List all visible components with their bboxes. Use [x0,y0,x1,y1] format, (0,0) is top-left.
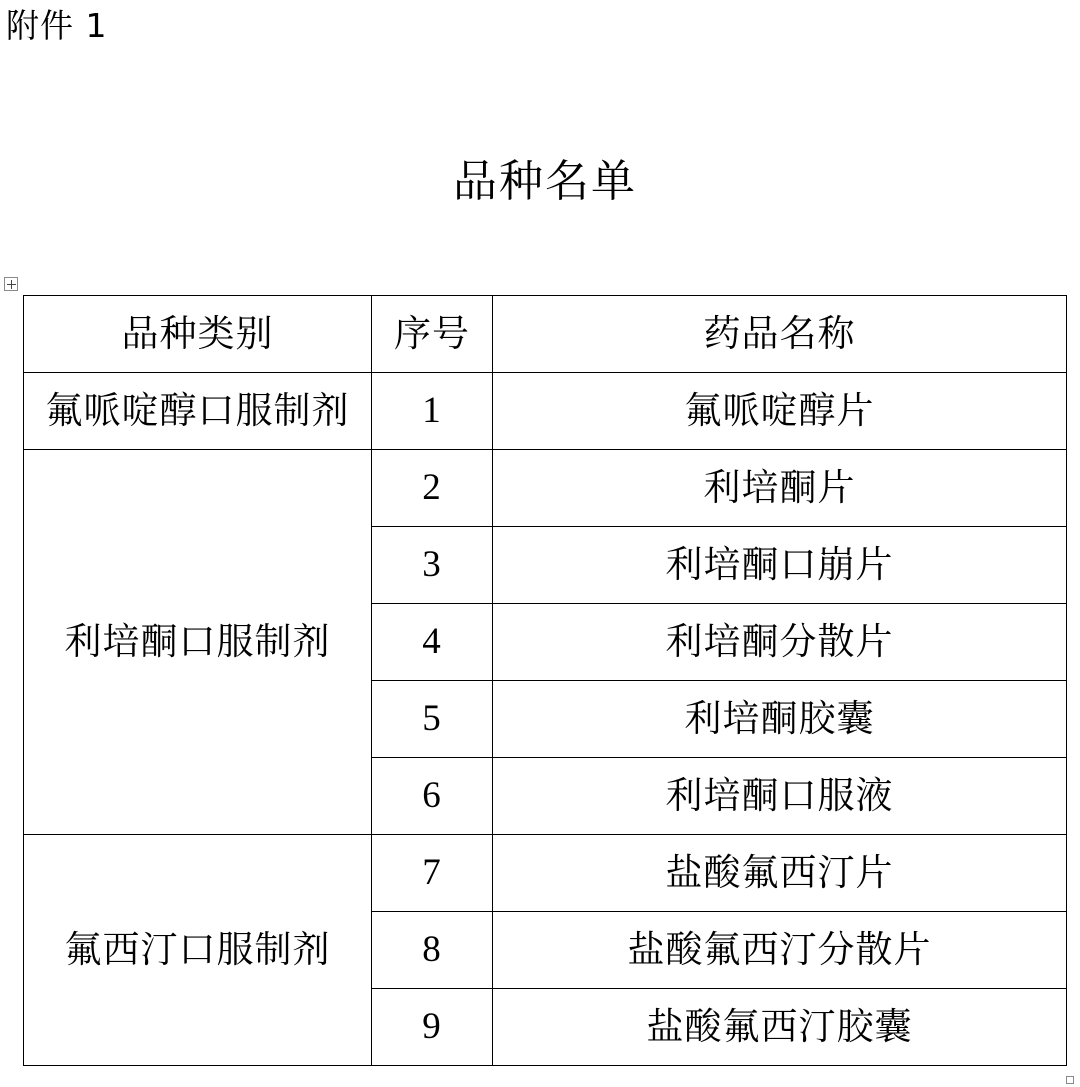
column-header-number: 序号 [372,296,493,373]
column-header-drug-name: 药品名称 [493,296,1067,373]
drug-name: 氟哌啶醇片 [493,373,1067,450]
row-number: 3 [372,527,493,604]
table-move-handle-icon[interactable] [4,277,18,291]
table-row [24,373,1067,450]
category-cell: 氟哌啶醇口服制剂 [24,373,372,450]
variety-table [23,295,1067,1066]
drug-name: 利培酮分散片 [493,604,1067,681]
row-number: 6 [372,758,493,835]
row-number: 1 [372,373,493,450]
row-number: 8 [372,912,493,989]
drug-name: 利培酮片 [493,450,1067,527]
drug-name: 利培酮口崩片 [493,527,1067,604]
row-number: 7 [372,835,493,912]
table-header-row [24,296,1067,373]
column-header-category: 品种类别 [24,296,372,373]
table-row [24,835,1067,912]
drug-name: 盐酸氟西汀片 [493,835,1067,912]
page-title: 品种名单 [453,156,637,207]
category-cell: 氟西汀口服制剂 [24,835,372,1066]
row-number: 2 [372,450,493,527]
table-row [24,450,1067,527]
attachment-label: 附件 1 [6,6,108,45]
category-cell: 利培酮口服制剂 [24,450,372,835]
row-number: 5 [372,681,493,758]
drug-name: 盐酸氟西汀胶囊 [493,989,1067,1066]
table-resize-handle-icon[interactable] [1066,1076,1074,1084]
row-number: 9 [372,989,493,1066]
drug-name: 利培酮口服液 [493,758,1067,835]
drug-name: 盐酸氟西汀分散片 [493,912,1067,989]
drug-name: 利培酮胶囊 [493,681,1067,758]
row-number: 4 [372,604,493,681]
